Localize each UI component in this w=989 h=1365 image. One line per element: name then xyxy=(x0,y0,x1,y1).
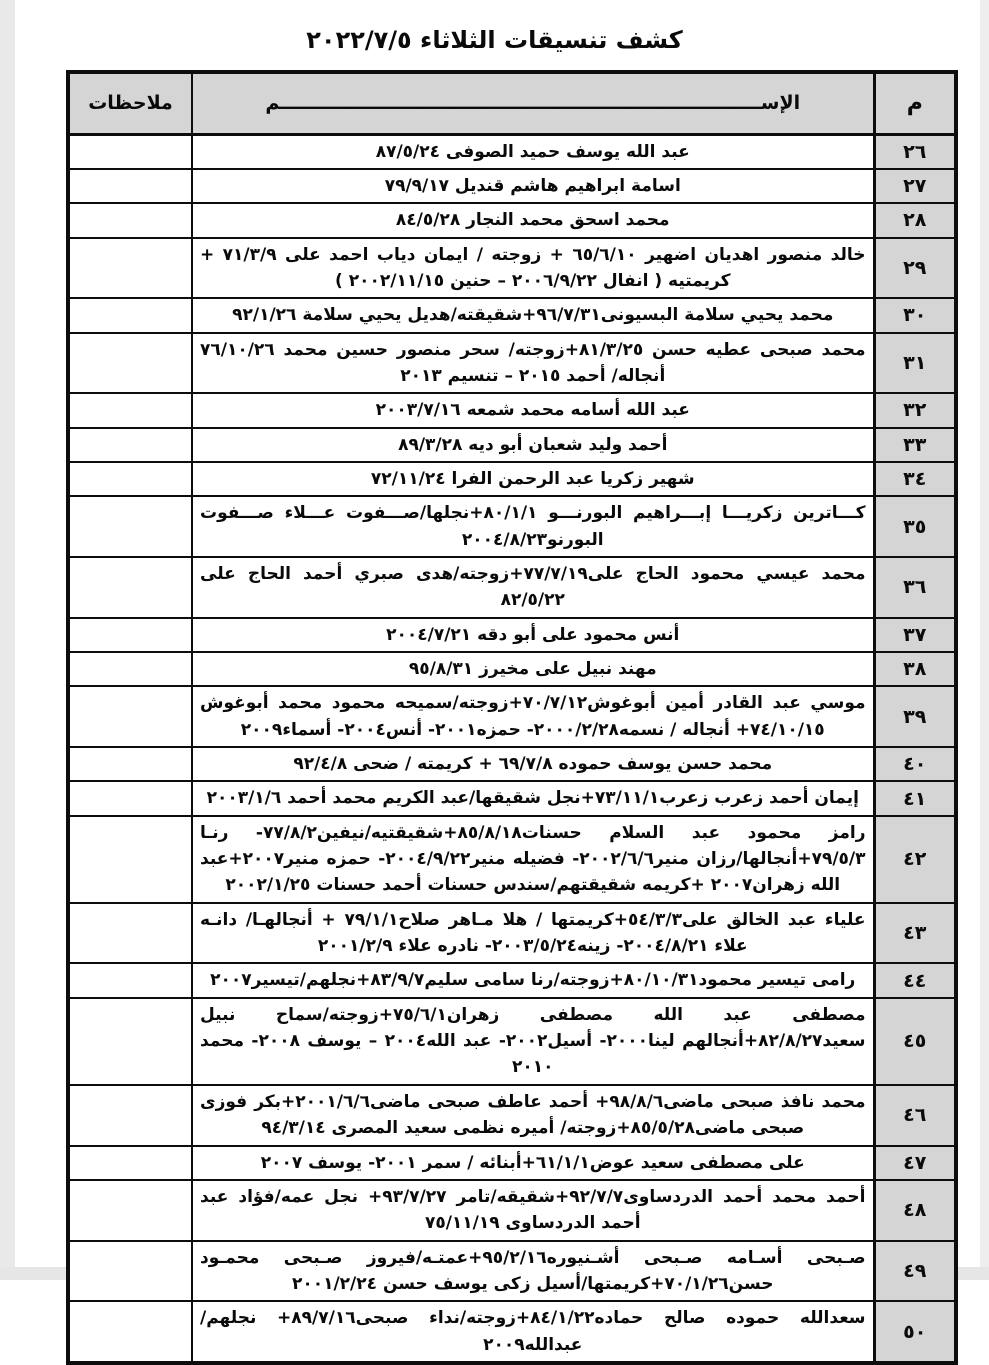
notes-cell xyxy=(68,618,192,652)
name-cell: اسامة ابراهيم هاشم قنديل ٧٩/٩/١٧ xyxy=(192,169,874,203)
name-cell: مصطفى عبد الله مصطفى زهران٧٥/٦/١+زوجته/سماح نبيل سعيد٨٢/٨/٢٧+أنجالهم لينا٢٠٠٠- أسيل٢٠٠٢- عبد الله٢٠٠٤ – يوسف ٢٠٠٨- محمد ٢٠١٠ xyxy=(192,998,874,1085)
table-row xyxy=(68,686,956,747)
notes-cell xyxy=(68,998,192,1085)
column-header-notes: ملاحظات xyxy=(68,72,192,134)
table-row xyxy=(68,652,956,686)
name-cell: علياء عبد الخالق على٥٤/٣/٣+كريمتها / هلا مـاهر صلاح٧٩/١/١ + أنجالهـا/ دانـه علاء ٢٠٠٤/٨/٢١- زينه٢٠٠٣/٥/٢٤- نادره علاء ٢٠٠١/٢/٩ xyxy=(192,903,874,964)
notes-cell xyxy=(68,298,192,332)
row-number-cell: ٣٣ xyxy=(874,428,956,462)
name-cell: أحمد محمد أحمد الدردساوى٩٢/٧/٧+شقيقه/تامر ٩٣/٧/٢٧+ نجل عمه/فؤاد عبد أحمد الدردساوى ٧٥/١١/١٩ xyxy=(192,1180,874,1241)
name-cell: موسي عبد القادر أمين أبوغوش٧٠/٧/١٢+زوجته/سميحه محمود محمد أبوغوش ٧٤/١٠/١٥+ أنجاله / نسمه٢٠٠٠/٢/٢٨- حمزه٢٠٠١- أنس٢٠٠٤- أسماء٢٠٠٩ xyxy=(192,686,874,747)
scan-edge-left xyxy=(0,0,15,1280)
notes-cell xyxy=(68,333,192,394)
notes-cell xyxy=(68,652,192,686)
row-number-cell: ٤٥ xyxy=(874,998,956,1085)
table-row xyxy=(68,428,956,462)
notes-cell xyxy=(68,903,192,964)
notes-cell xyxy=(68,203,192,237)
row-number-cell: ٤٧ xyxy=(874,1146,956,1180)
row-number-cell: ٣٧ xyxy=(874,618,956,652)
row-number-cell: ٣٤ xyxy=(874,462,956,496)
table-row xyxy=(68,203,956,237)
name-cell: رامى تيسير محمود٨٠/١٠/٣١+زوجته/رنا سامى سليم٨٣/٩/٧+نجلهم/تيسير٢٠٠٧ xyxy=(192,963,874,997)
page-title: كشف تنسيقات الثلاثاء ٢٠٢٢/٧/٥ xyxy=(306,26,683,54)
table-row xyxy=(68,747,956,781)
row-number-cell: ٣٨ xyxy=(874,652,956,686)
table-row xyxy=(68,393,956,427)
notes-cell xyxy=(68,428,192,462)
name-cell: محمد نافذ صبحى ماضى٩٨/٨/٦+ أحمد عاطف صبحى ماضى٢٠٠١/٦/٦+بكر فوزى صبحى ماضى٨٥/٥/٢٨+زوجته/ أميره نظمى سعيد المصرى ٩٤/٣/١٤ xyxy=(192,1085,874,1146)
notes-cell xyxy=(68,1085,192,1146)
column-header-serial: م xyxy=(874,72,956,134)
header-row xyxy=(68,72,956,134)
row-number-cell: ٢٩ xyxy=(874,238,956,299)
notes-cell xyxy=(68,238,192,299)
table-row xyxy=(68,1180,956,1241)
notes-cell xyxy=(68,134,192,169)
table-row xyxy=(68,1241,956,1302)
row-number-cell: ٢٧ xyxy=(874,169,956,203)
table-row xyxy=(68,903,956,964)
notes-cell xyxy=(68,1146,192,1180)
name-cell: عبد الله يوسف حميد الصوفى ٨٧/٥/٢٤ xyxy=(192,134,874,169)
name-cell: محمد عيسي محمود الحاج على٧٧/٧/١٩+زوجته/هدى صبري أحمد الحاج على ٨٢/٥/٢٢ xyxy=(192,557,874,618)
row-number-cell: ٤٤ xyxy=(874,963,956,997)
notes-cell xyxy=(68,462,192,496)
name-cell: كـــاترين زكريـــا إبـــراهيم البورنـــو ٨٠/١/١+نجلها/صـــفوت عـــلاء صـــفوت البورنو٢٠٠٤/٨/٢٣ xyxy=(192,496,874,557)
table-row xyxy=(68,618,956,652)
name-cell: أحمد وليد شعبان أبو ديه ٨٩/٣/٢٨ xyxy=(192,428,874,462)
name-cell: محمد اسحق محمد النجار ٨٤/٥/٢٨ xyxy=(192,203,874,237)
name-cell: عبد الله أسامه محمد شمعه ٢٠٠٣/٧/١٦ xyxy=(192,393,874,427)
notes-cell xyxy=(68,496,192,557)
notes-cell xyxy=(68,963,192,997)
notes-cell xyxy=(68,169,192,203)
scan-edge-right xyxy=(980,0,989,1280)
notes-cell xyxy=(68,1301,192,1363)
table-row xyxy=(68,816,956,903)
row-number-cell: ٤١ xyxy=(874,781,956,815)
notes-cell xyxy=(68,557,192,618)
table-row xyxy=(68,781,956,815)
row-number-cell: ٣٠ xyxy=(874,298,956,332)
name-cell: محمد صبحى عطيه حسن ٨١/٣/٢٥+زوجته/ سحر منصور حسين محمد ٧٦/١٠/٢٦ أنجاله/ أحمد ٢٠١٥ – تنسيم ٢٠١٣ xyxy=(192,333,874,394)
name-cell: على مصطفى سعيد عوض٦١/١/١+أبنائه / سمر ٢٠٠١- يوسف ٢٠٠٧ xyxy=(192,1146,874,1180)
row-number-cell: ٤٠ xyxy=(874,747,956,781)
name-cell: محمد حسن يوسف حموده ٦٩/٧/٨ + كريمته / ضحى ٩٢/٤/٨ xyxy=(192,747,874,781)
table-row xyxy=(68,998,956,1085)
table-body xyxy=(68,134,956,1363)
name-cell: سعدالله حموده صالح حماده٨٤/١/٢٢+زوجته/نداء صبحى٨٩/٧/١٦+ نجلهم/ عبدالله٢٠٠٩ xyxy=(192,1301,874,1363)
notes-cell xyxy=(68,686,192,747)
notes-cell xyxy=(68,1180,192,1241)
row-number-cell: ٣٩ xyxy=(874,686,956,747)
name-cell: صـبحى أسـامه صـبحى أشـنيوره٩٥/٢/١٦+عمتـه/فيروز صـبحى محمـود حسن٧٠/١/٢٦+كريمتها/أسيل زكى يوسف حسن ٢٠٠١/٢/٢٤ xyxy=(192,1241,874,1302)
table-row xyxy=(68,134,956,169)
row-number-cell: ٣٥ xyxy=(874,496,956,557)
row-number-cell: ٤٩ xyxy=(874,1241,956,1302)
row-number-cell: ٤٣ xyxy=(874,903,956,964)
row-number-cell: ٣٦ xyxy=(874,557,956,618)
table-row xyxy=(68,963,956,997)
name-cell: إيمان أحمد زعرب زعرب٧٣/١١/١+نجل شقيقها/عبد الكريم محمد أحمد ٢٠٠٣/١/٦ xyxy=(192,781,874,815)
table-row xyxy=(68,169,956,203)
row-number-cell: ٤٦ xyxy=(874,1085,956,1146)
name-cell: محمد يحيي سلامة البسيونى٩٦/٧/٣١+شقيقته/هديل يحيي سلامة ٩٢/١/٢٦ xyxy=(192,298,874,332)
table-row xyxy=(68,462,956,496)
row-number-cell: ٤٢ xyxy=(874,816,956,903)
row-number-cell: ٢٦ xyxy=(874,134,956,169)
table-row xyxy=(68,557,956,618)
table-row xyxy=(68,1146,956,1180)
table-row xyxy=(68,298,956,332)
notes-cell xyxy=(68,1241,192,1302)
notes-cell xyxy=(68,747,192,781)
name-cell: رامز محمود عبد السلام حسنات٨٥/٨/١٨+شقيقتيه/نيفين٧٧/٨/٢- رنـا ٧٩/٥/٣+أنجالها/رزان منير٢٠٠٢/٦/٦- فضيله منير٢٠٠٤/٩/٢٢- حمزه منير٢٠٠٧+عبد الله زهران٢٠٠٧ +كريمه شقيقتهم/سندس حسنات أحمد حسنات ٢٠٠٢/١/٢٥ xyxy=(192,816,874,903)
column-header-name: الإســــــــــــــــــــــــــــــــــــــــــــــــــــــــــــــــــــــــــم xyxy=(192,72,874,134)
table-row xyxy=(68,1085,956,1146)
name-cell: خالد منصور اهديان اضهير ٦٥/٦/١٠ + زوجته / ايمان دياب احمد على ٧١/٣/٩ + كريمتيه ( انفال ٢٠٠٦/٩/٢٢ – حنين ٢٠٠٢/١١/١٥ ) xyxy=(192,238,874,299)
table-row xyxy=(68,1301,956,1363)
coordination-table xyxy=(66,70,958,1365)
name-cell: شهير زكريا عبد الرحمن الفرا ٧٢/١١/٢٤ xyxy=(192,462,874,496)
name-cell: مهند نبيل على مخيرز ٩٥/٨/٣١ xyxy=(192,652,874,686)
table-row xyxy=(68,496,956,557)
name-cell: أنس محمود على أبو دقه ٢٠٠٤/٧/٢١ xyxy=(192,618,874,652)
table-row xyxy=(68,333,956,394)
row-number-cell: ٤٨ xyxy=(874,1180,956,1241)
notes-cell xyxy=(68,816,192,903)
row-number-cell: ٢٨ xyxy=(874,203,956,237)
table-row xyxy=(68,238,956,299)
row-number-cell: ٥٠ xyxy=(874,1301,956,1363)
row-number-cell: ٣١ xyxy=(874,333,956,394)
row-number-cell: ٣٢ xyxy=(874,393,956,427)
notes-cell xyxy=(68,781,192,815)
notes-cell xyxy=(68,393,192,427)
